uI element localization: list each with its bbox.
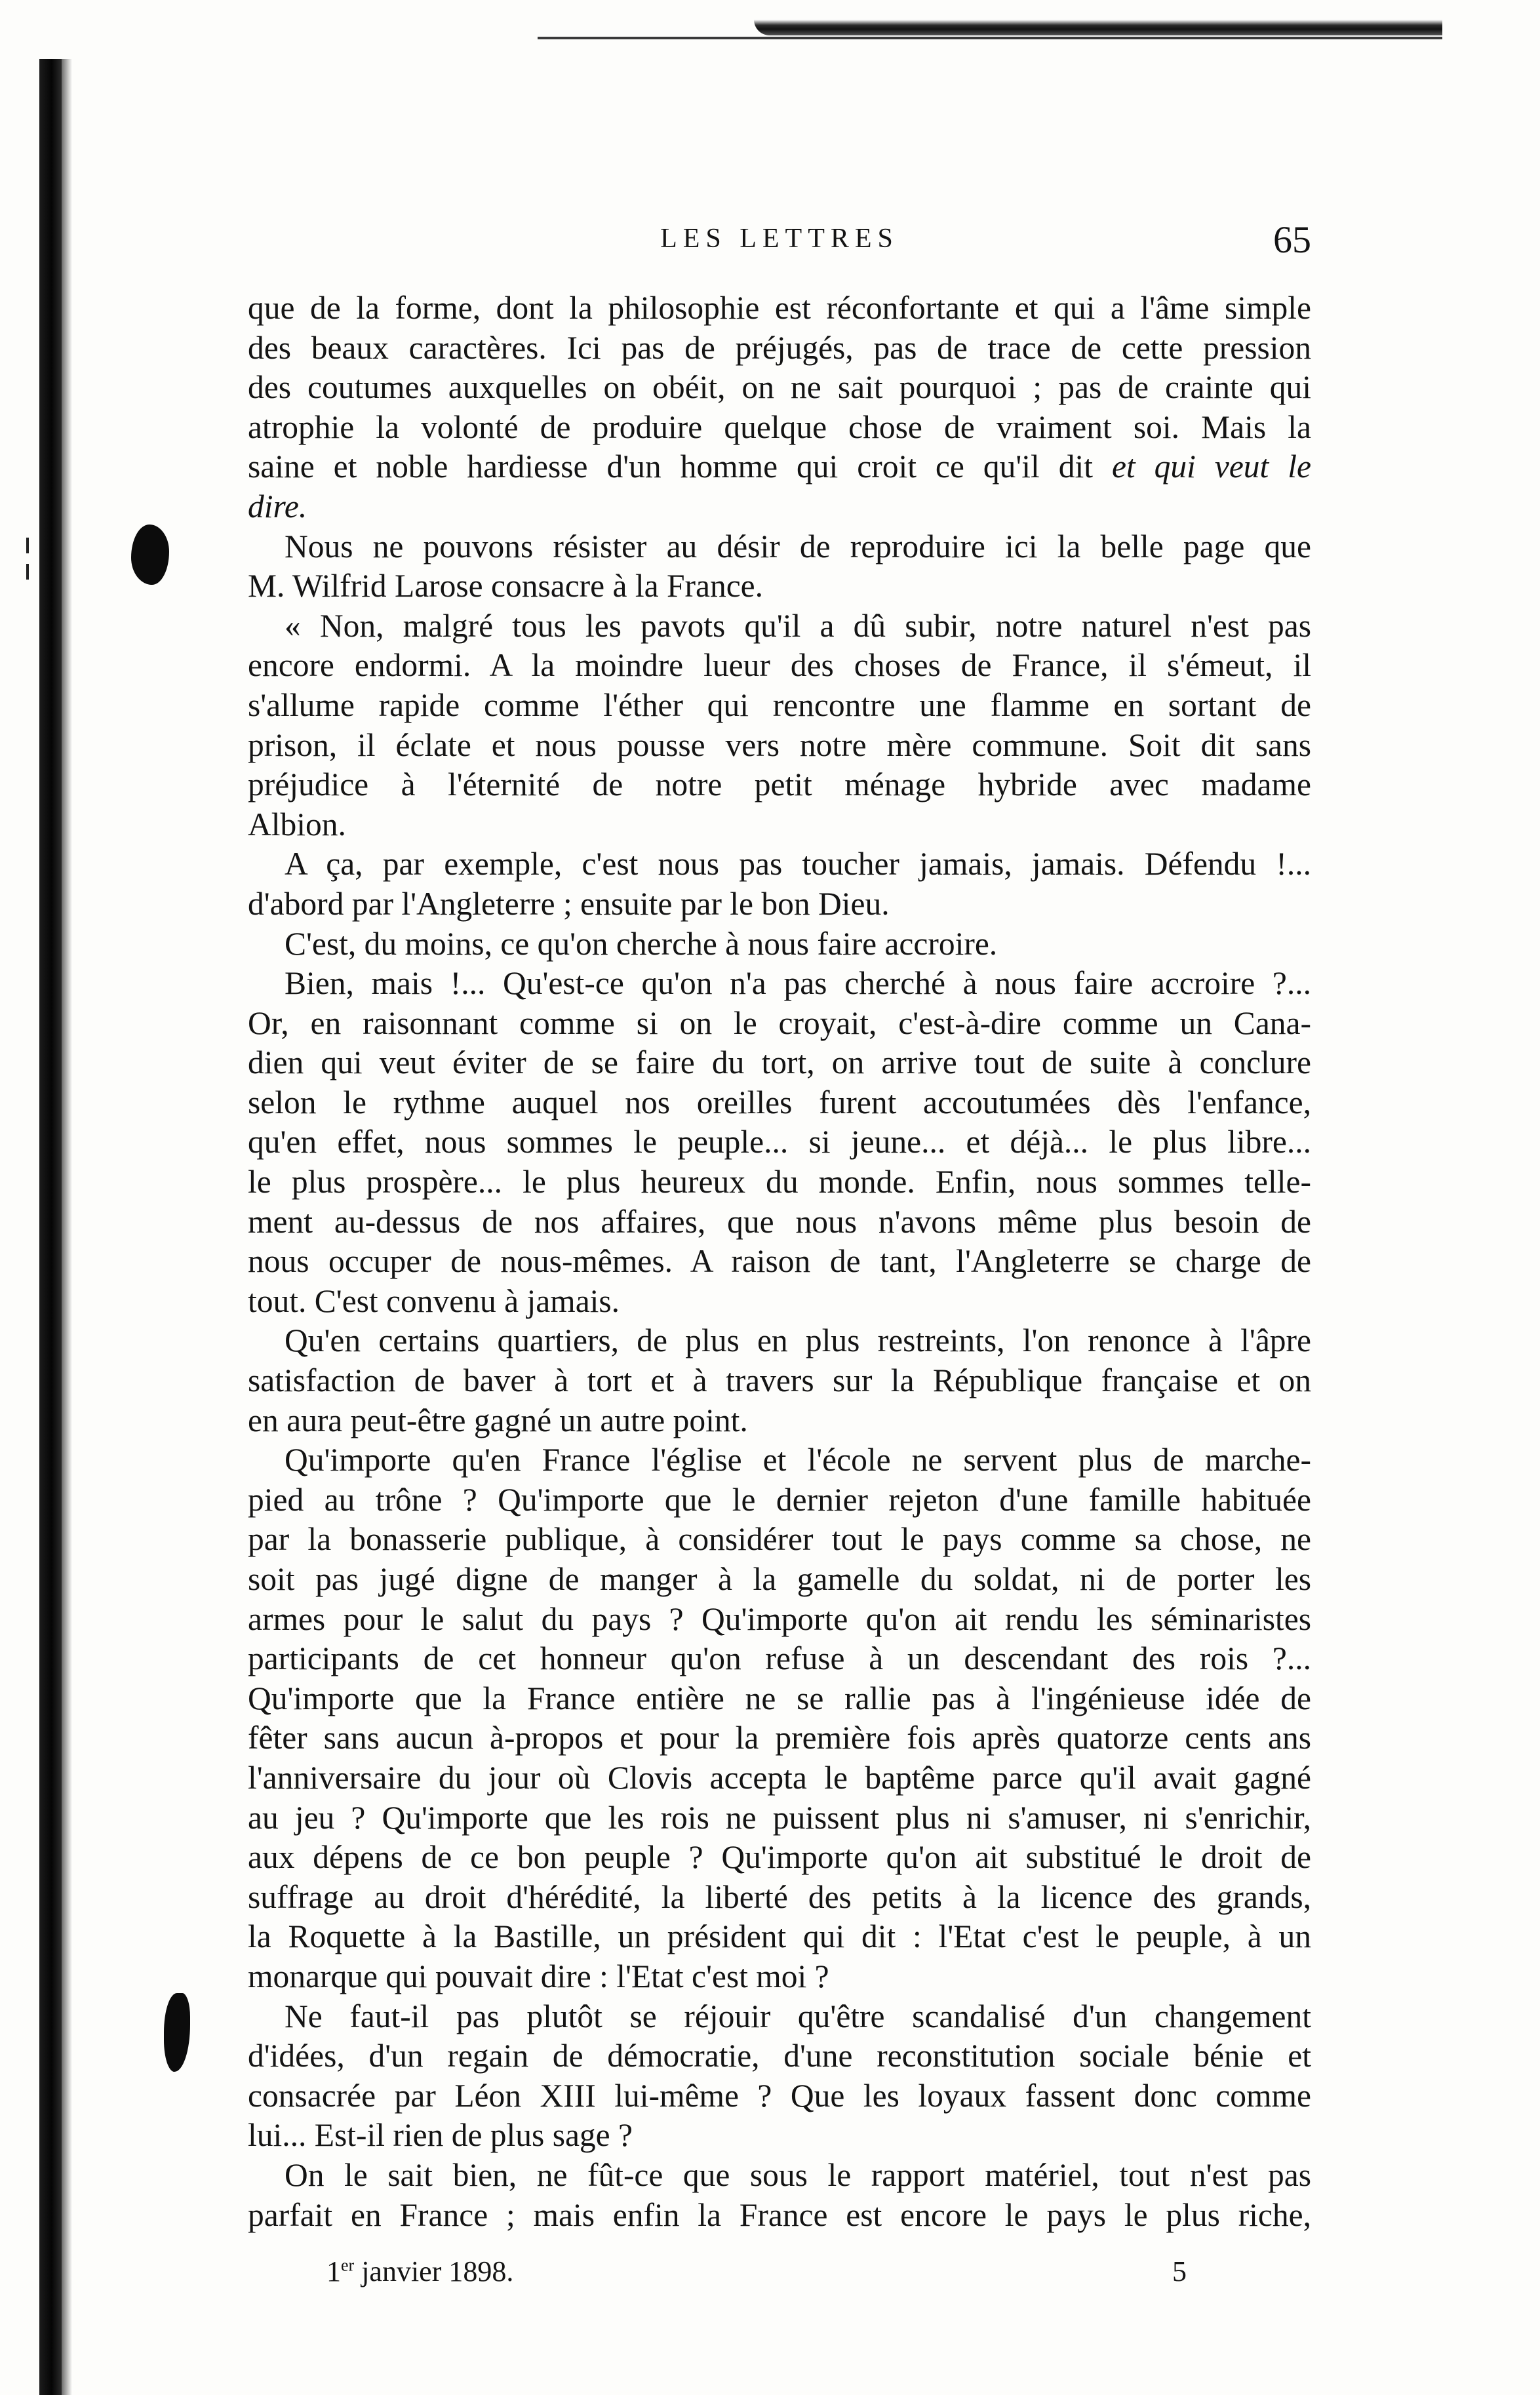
text-line: nous occuper de nous-mêmes. A raison de tant, l'Angleterre se charge de — [248, 1243, 1311, 1280]
text-line: lui... Est-il rien de plus sage ? — [248, 2117, 633, 2154]
text-line: l'anniversaire du jour où Clovis accepta le baptême parce qu'il avait gagné — [248, 1759, 1311, 1796]
text-line: Qu'importe qu'en France l'église et l'école ne servent plus de marche- — [285, 1442, 1311, 1478]
text-line: par la bonasserie publique, à considérer tout le pays comme sa chose, ne — [248, 1521, 1311, 1558]
issue-date — [326, 2255, 513, 2288]
text-line: au jeu ? Qu'importe que les rois ne puissent plus ni s'amuser, ni s'enrichir, — [248, 1799, 1311, 1836]
text-line: parfait en France ; mais enfin la France est encore le pays le plus riche, — [248, 2196, 1311, 2233]
text-line: Bien, mais !... Qu'est-ce qu'on n'a pas cherché à nous faire accroire ?... — [285, 965, 1311, 1002]
text-line: pied au trône ? Qu'importe que le dernier rejeton d'une famille habituée — [248, 1481, 1311, 1518]
text-line: dire. — [248, 488, 307, 525]
text-line: préjudice à l'éternité de notre petit ménage hybride avec madame — [248, 766, 1311, 803]
text-line: On le sait bien, ne fût-ce que sous le rapport matériel, tout n'est pas — [285, 2156, 1311, 2193]
text-line: en aura peut-être gagné un autre point. — [248, 1402, 748, 1438]
text-line: « Non, malgré tous les pavots qu'il a dû subir, notre naturel n'est pas — [285, 607, 1311, 644]
issue-date-suffix: er — [341, 2255, 355, 2275]
issue-date-rest: janvier 1898. — [354, 2255, 514, 2288]
text-line: monarque qui pouvait dire : l'Etat c'est moi ? — [248, 1958, 829, 1994]
text-line: Ne faut-il pas plutôt se réjouir qu'être scandalisé d'un changement — [285, 1998, 1311, 2034]
text-line: Or, en raisonnant comme si on le croyait, c'est-à-dire comme un Cana- — [248, 1004, 1311, 1041]
text-line: des coutumes auxquelles on obéit, on ne sait pourquoi ; pas de crainte qui — [248, 369, 1311, 406]
running-title: LES LETTRES — [660, 224, 899, 254]
body-text — [248, 288, 1311, 2235]
text-line: d'abord par l'Angleterre ; ensuite par le bon Dieu. — [248, 885, 890, 922]
issue-date-day: 1 — [326, 2255, 341, 2288]
text-line: que de la forme, dont la philosophie est réconfortante et qui a l'âme simple — [248, 290, 1311, 326]
scan-top-rule — [538, 37, 1442, 39]
ink-blot — [131, 525, 169, 585]
page-footer — [248, 2255, 1311, 2301]
text-line: suffrage au droit d'hérédité, la liberté des petits à la licence des grands, — [248, 1878, 1311, 1915]
text-line: Qu'importe que la France entière ne se rallie pas à l'ingénieuse idée de — [248, 1680, 1311, 1716]
text-line: des beaux caractères. Ici pas de préjugés, pas de trace de cette pression — [248, 329, 1311, 366]
text-line: C'est, du moins, ce qu'on cherche à nous faire accroire. — [285, 925, 998, 962]
running-head — [248, 218, 1311, 269]
book-page — [248, 218, 1311, 2301]
text-line: Nous ne pouvons résister au désir de reproduire ici la belle page que — [285, 528, 1311, 564]
text-line: dien qui veut éviter de se faire du tort, on arrive tout de suite à conclure — [248, 1044, 1311, 1081]
text-line: Qu'en certains quartiers, de plus en plus restreints, l'on renonce à l'âpre — [285, 1322, 1311, 1359]
text-line: armes pour le salut du pays ? Qu'importe qu'on ait rendu les séminaristes — [248, 1600, 1311, 1637]
page-number: 65 — [1273, 218, 1311, 261]
text-line: d'idées, d'un regain de démocratie, d'une reconstitution sociale bénie et — [248, 2038, 1311, 2074]
text-line: saine et noble hardiesse d'un homme qui croit ce qu'il dit et qui veut le — [248, 448, 1311, 485]
text-line: participants de cet honneur qu'on refuse à un descendant des rois ?... — [248, 1640, 1311, 1677]
text-line: fêter sans aucun à-propos et pour la première fois après quatorze cents ans — [248, 1720, 1311, 1756]
text-line: M. Wilfrid Larose consacre à la France. — [248, 568, 764, 604]
text-line: tout. C'est convenu à jamais. — [248, 1282, 620, 1319]
text-line: Albion. — [248, 806, 346, 842]
text-line: soit pas jugé digne de manger à la gamelle du soldat, ni de porter les — [248, 1561, 1311, 1597]
text-line: le plus prospère... le plus heureux du monde. Enfin, nous sommes telle- — [248, 1164, 1311, 1200]
text-line: consacrée par Léon XIII lui-même ? Que les loyaux fassent donc comme — [248, 2077, 1311, 2114]
text-line: la Roquette à la Bastille, un président qui dit : l'Etat c'est le peuple, à un — [248, 1918, 1311, 1955]
scan-gutter-shadow — [39, 59, 62, 2395]
text-line: A ça, par exemple, c'est nous pas toucher jamais, jamais. Défendu !... — [285, 846, 1311, 882]
text-line: ment au-dessus de nos affaires, que nous n'avons même plus besoin de — [248, 1203, 1311, 1240]
scan-mark — [26, 564, 29, 580]
signature-mark: 5 — [1172, 2255, 1187, 2288]
scan-mark — [26, 538, 29, 553]
scan-gutter-fade — [62, 59, 72, 2395]
text-line: encore endormi. A la moindre lueur des choses de France, il s'émeut, il — [248, 647, 1311, 684]
text-line: atrophie la volonté de produire quelque chose de vraiment soi. Mais la — [248, 408, 1311, 445]
text-line: qu'en effet, nous sommes le peuple... si jeune... et déjà... le plus libre... — [248, 1124, 1311, 1160]
ink-blot — [164, 1993, 190, 2072]
text-line: satisfaction de baver à tort et à travers sur la République française et on — [248, 1362, 1311, 1399]
text-line: aux dépens de ce bon peuple ? Qu'importe qu'on ait substitué le droit de — [248, 1839, 1311, 1876]
text-line: prison, il éclate et nous pousse vers notre mère commune. Soit dit sans — [248, 726, 1311, 763]
text-line: s'allume rapide comme l'éther qui rencontre une flamme en sortant de — [248, 686, 1311, 723]
scan-top-edge — [754, 20, 1442, 35]
text-line: selon le rythme auquel nos oreilles furent accoutumées dès l'enfance, — [248, 1084, 1311, 1120]
